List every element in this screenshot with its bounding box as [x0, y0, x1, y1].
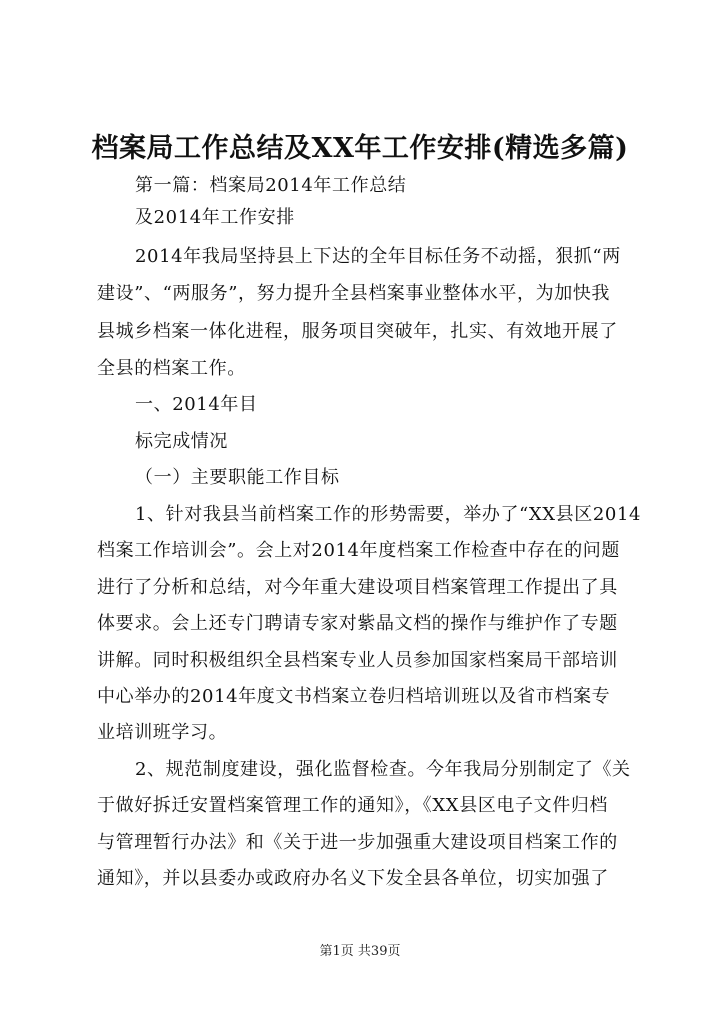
paragraph-line: 档案工作培训会”。会上对2014年度档案工作检查中存在的问题 [97, 540, 621, 561]
paragraph-line: 于做好拆迁安置档案管理工作的通知》，《XX县区电子文件归档 [97, 795, 609, 816]
subsection-heading: 一、2014年目 [135, 394, 258, 415]
paragraph-line: 2014年我局坚持县上下达的全年目标任务不动摇，狠抓“两 [135, 246, 621, 267]
paragraph-line: 业培训班学习。 [97, 722, 228, 743]
paragraph-line: 2、规范制度建设，强化监督检查。今年我局分别制定了《关 [135, 759, 631, 780]
paragraph-line: 全县的档案工作。 [97, 358, 246, 379]
paragraph-line: 1、针对我县当前档案工作的形势需要，举办了“XX县区2014 [135, 504, 642, 525]
paragraph-line: 建设”、“两服务”，努力提升全县档案事业整体水平，为加快我 [97, 283, 611, 304]
section-heading: 第一篇：档案局2014年工作总结 [135, 175, 407, 196]
paragraph-line: 讲解。同时积极组织全县档案专业人员参加国家档案局干部培训 [97, 650, 618, 671]
paragraph-line: 体要求。会上还专门聘请专家对紫晶文档的操作与维护作了专题 [97, 613, 618, 634]
paragraph-line: 与管理暂行办法》和《关于进一步加强重大建设项目档案工作的 [97, 832, 618, 853]
document-title: 档案局工作总结及XX年工作安排(精选多篇) [91, 133, 629, 164]
page-number-footer: 第1页 共39页 [319, 944, 401, 959]
paragraph-line: 进行了分析和总结，对今年重大建设项目档案管理工作提出了具 [97, 577, 618, 598]
paragraph-line: 通知》，并以县委办或政府办名义下发全县各单位，切实加强了 [97, 868, 609, 889]
subsection-heading-cont: 标完成情况 [135, 431, 228, 452]
paragraph-line: 中心举办的2014年度文书档案立卷归档培训班以及省市档案专 [97, 686, 611, 707]
paragraph-line: 县城乡档案一体化进程，服务项目突破年，扎实、有效地开展了 [97, 321, 618, 342]
subsection-heading: （一）主要职能工作目标 [135, 467, 340, 488]
section-heading-cont: 及2014年工作安排 [135, 207, 295, 228]
